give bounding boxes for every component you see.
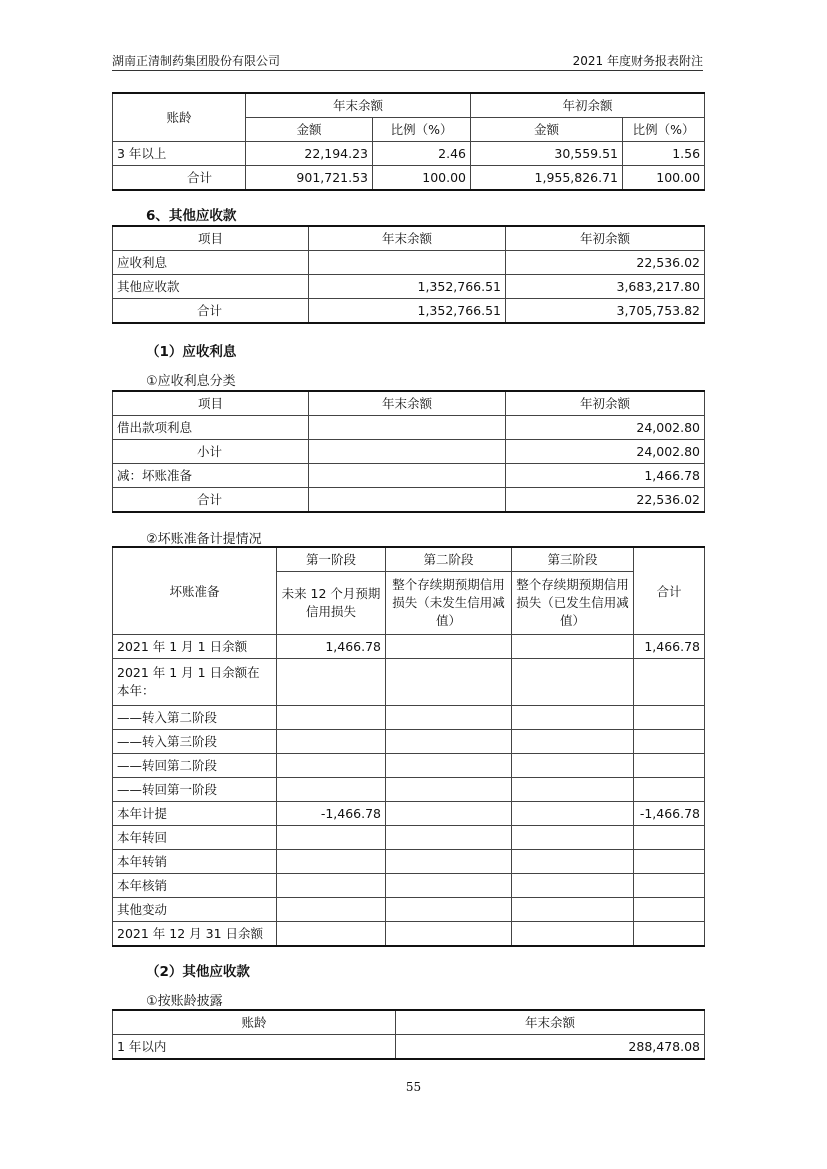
table-row xyxy=(113,754,705,778)
report-title: 2021 年度财务报表附注 xyxy=(572,54,703,68)
stage-3-value xyxy=(512,778,634,802)
begin-value: 22,536.02 xyxy=(506,251,705,275)
total-value xyxy=(634,922,705,947)
stage-1-value xyxy=(277,659,386,706)
table-row xyxy=(113,299,705,324)
row-label: 小计 xyxy=(113,440,309,464)
table-row xyxy=(113,275,705,299)
total-value xyxy=(634,826,705,850)
total-value: -1,466.78 xyxy=(634,802,705,826)
section-title: 6、其他应收款 xyxy=(146,208,237,224)
end-value xyxy=(309,416,506,440)
total-value xyxy=(634,850,705,874)
table-row xyxy=(113,635,705,659)
row-label: 借出款项利息 xyxy=(113,416,309,440)
total-value xyxy=(634,730,705,754)
header-ratio: 比例（%） xyxy=(623,118,705,142)
subsection-caption: ①应收利息分类 xyxy=(146,374,236,389)
header-amount: 金额 xyxy=(246,118,373,142)
stage-3-value xyxy=(512,802,634,826)
stage-2-value xyxy=(386,898,512,922)
header-stage-1-desc: 未来 12 个月预期信用损失 xyxy=(277,572,386,635)
table-row xyxy=(113,251,705,275)
end-value xyxy=(309,488,506,513)
stage-2-value xyxy=(386,922,512,947)
stage-1-value: 1,466.78 xyxy=(277,635,386,659)
bad-debt-provision-table xyxy=(112,546,705,947)
header-aging: 账龄 xyxy=(113,93,246,142)
header-stage-2-desc: 整个存续期预期信用损失（未发生信用减值） xyxy=(386,572,512,635)
header-amount: 金额 xyxy=(471,118,623,142)
other-receivables-aging-table xyxy=(112,1009,705,1060)
header-begin-balance: 年初余额 xyxy=(506,391,705,416)
row-label: 2021 年 1 月 1 日余额在本年： xyxy=(113,659,277,706)
row-label: 本年核销 xyxy=(113,874,277,898)
header-end-balance: 年末余额 xyxy=(309,391,506,416)
table-row xyxy=(113,416,705,440)
end-value: 1,352,766.51 xyxy=(309,299,506,324)
row-label: 本年转销 xyxy=(113,850,277,874)
table-row xyxy=(113,659,705,706)
end-value xyxy=(309,464,506,488)
end-value: 1,352,766.51 xyxy=(309,275,506,299)
stage-2-value xyxy=(386,754,512,778)
begin-value: 1,466.78 xyxy=(506,464,705,488)
stage-1-value xyxy=(277,922,386,947)
stage-3-value xyxy=(512,754,634,778)
stage-2-value xyxy=(386,874,512,898)
table-row xyxy=(113,826,705,850)
aging-table xyxy=(112,92,705,191)
begin-ratio: 100.00 xyxy=(623,166,705,191)
page-header xyxy=(112,50,703,71)
header-stage-2: 第二阶段 xyxy=(386,547,512,572)
total-value xyxy=(634,754,705,778)
stage-2-value xyxy=(386,778,512,802)
row-label: ——转回第一阶段 xyxy=(113,778,277,802)
header-item: 项目 xyxy=(113,226,309,251)
stage-1-value xyxy=(277,730,386,754)
stage-1-value xyxy=(277,874,386,898)
stage-3-value xyxy=(512,730,634,754)
row-label: 其他应收款 xyxy=(113,275,309,299)
row-label: 合计 xyxy=(113,166,246,191)
header-begin-balance: 年初余额 xyxy=(506,226,705,251)
stage-1-value xyxy=(277,754,386,778)
begin-ratio: 1.56 xyxy=(623,142,705,166)
other-receivables-table xyxy=(112,225,705,324)
stage-2-value xyxy=(386,635,512,659)
begin-value: 24,002.80 xyxy=(506,416,705,440)
stage-1-value: -1,466.78 xyxy=(277,802,386,826)
begin-amount: 1,955,826.71 xyxy=(471,166,623,191)
stage-3-value xyxy=(512,826,634,850)
stage-2-value xyxy=(386,730,512,754)
row-label: 应收利息 xyxy=(113,251,309,275)
stage-1-value xyxy=(277,778,386,802)
header-end-balance: 年末余额 xyxy=(396,1010,705,1035)
table-caption: ②坏账准备计提情况 xyxy=(146,532,262,547)
company-name: 湖南正清制药集团股份有限公司 xyxy=(112,54,281,68)
row-label: ——转入第二阶段 xyxy=(113,706,277,730)
total-value xyxy=(634,706,705,730)
total-value xyxy=(634,874,705,898)
table-row xyxy=(113,802,705,826)
table-row xyxy=(113,778,705,802)
header-stage-1: 第一阶段 xyxy=(277,547,386,572)
stage-2-value xyxy=(386,802,512,826)
table-row xyxy=(113,730,705,754)
end-value xyxy=(309,440,506,464)
row-label: 3 年以上 xyxy=(113,142,246,166)
header-ratio: 比例（%） xyxy=(373,118,471,142)
end-ratio: 100.00 xyxy=(373,166,471,191)
row-label: ——转回第二阶段 xyxy=(113,754,277,778)
table-row xyxy=(113,874,705,898)
row-label: 2021 年 12 月 31 日余额 xyxy=(113,922,277,947)
header-total: 合计 xyxy=(634,547,705,635)
header-provision: 坏账准备 xyxy=(113,547,277,635)
row-label: 合计 xyxy=(113,488,309,513)
row-label: 合计 xyxy=(113,299,309,324)
row-label: 其他变动 xyxy=(113,898,277,922)
header-end-balance: 年末余额 xyxy=(246,93,471,118)
header-stage-3-desc: 整个存续期预期信用损失（已发生信用减值） xyxy=(512,572,634,635)
subsection-caption: ①按账龄披露 xyxy=(146,994,223,1009)
header-item: 项目 xyxy=(113,391,309,416)
row-label: 减：坏账准备 xyxy=(113,464,309,488)
stage-2-value xyxy=(386,706,512,730)
table-row xyxy=(113,440,705,464)
table-row xyxy=(113,922,705,947)
stage-3-value xyxy=(512,706,634,730)
table-row xyxy=(113,850,705,874)
stage-1-value xyxy=(277,898,386,922)
table-row xyxy=(113,142,705,166)
interest-receivable-table xyxy=(112,390,705,513)
stage-2-value xyxy=(386,826,512,850)
end-value xyxy=(309,251,506,275)
row-label: 本年转回 xyxy=(113,826,277,850)
end-amount: 22,194.23 xyxy=(246,142,373,166)
stage-3-value xyxy=(512,635,634,659)
table-row xyxy=(113,166,705,191)
table-row xyxy=(113,464,705,488)
stage-1-value xyxy=(277,706,386,730)
subsection-title: （2）其他应收款 xyxy=(146,964,250,980)
end-ratio: 2.46 xyxy=(373,142,471,166)
stage-2-value xyxy=(386,850,512,874)
stage-3-value xyxy=(512,922,634,947)
begin-value: 22,536.02 xyxy=(506,488,705,513)
table-row xyxy=(113,706,705,730)
end-amount: 901,721.53 xyxy=(246,166,373,191)
stage-3-value xyxy=(512,898,634,922)
total-value xyxy=(634,659,705,706)
header-begin-balance: 年初余额 xyxy=(471,93,705,118)
subsection-title: （1）应收利息 xyxy=(146,344,237,360)
row-label: 本年计提 xyxy=(113,802,277,826)
begin-value: 24,002.80 xyxy=(506,440,705,464)
begin-value: 3,683,217.80 xyxy=(506,275,705,299)
row-label: 1 年以内 xyxy=(113,1035,396,1060)
table-row xyxy=(113,898,705,922)
stage-3-value xyxy=(512,874,634,898)
header-end-balance: 年末余额 xyxy=(309,226,506,251)
begin-value: 3,705,753.82 xyxy=(506,299,705,324)
table-row xyxy=(113,488,705,513)
total-value: 1,466.78 xyxy=(634,635,705,659)
row-label: ——转入第三阶段 xyxy=(113,730,277,754)
stage-1-value xyxy=(277,826,386,850)
stage-3-value xyxy=(512,850,634,874)
stage-2-value xyxy=(386,659,512,706)
row-label: 2021 年 1 月 1 日余额 xyxy=(113,635,277,659)
table-row xyxy=(113,1035,705,1060)
total-value xyxy=(634,778,705,802)
header-stage-3: 第三阶段 xyxy=(512,547,634,572)
page-number: 55 xyxy=(405,1080,422,1094)
total-value xyxy=(634,898,705,922)
begin-amount: 30,559.51 xyxy=(471,142,623,166)
stage-3-value xyxy=(512,659,634,706)
header-aging: 账龄 xyxy=(113,1010,396,1035)
stage-1-value xyxy=(277,850,386,874)
end-value: 288,478.08 xyxy=(396,1035,705,1060)
